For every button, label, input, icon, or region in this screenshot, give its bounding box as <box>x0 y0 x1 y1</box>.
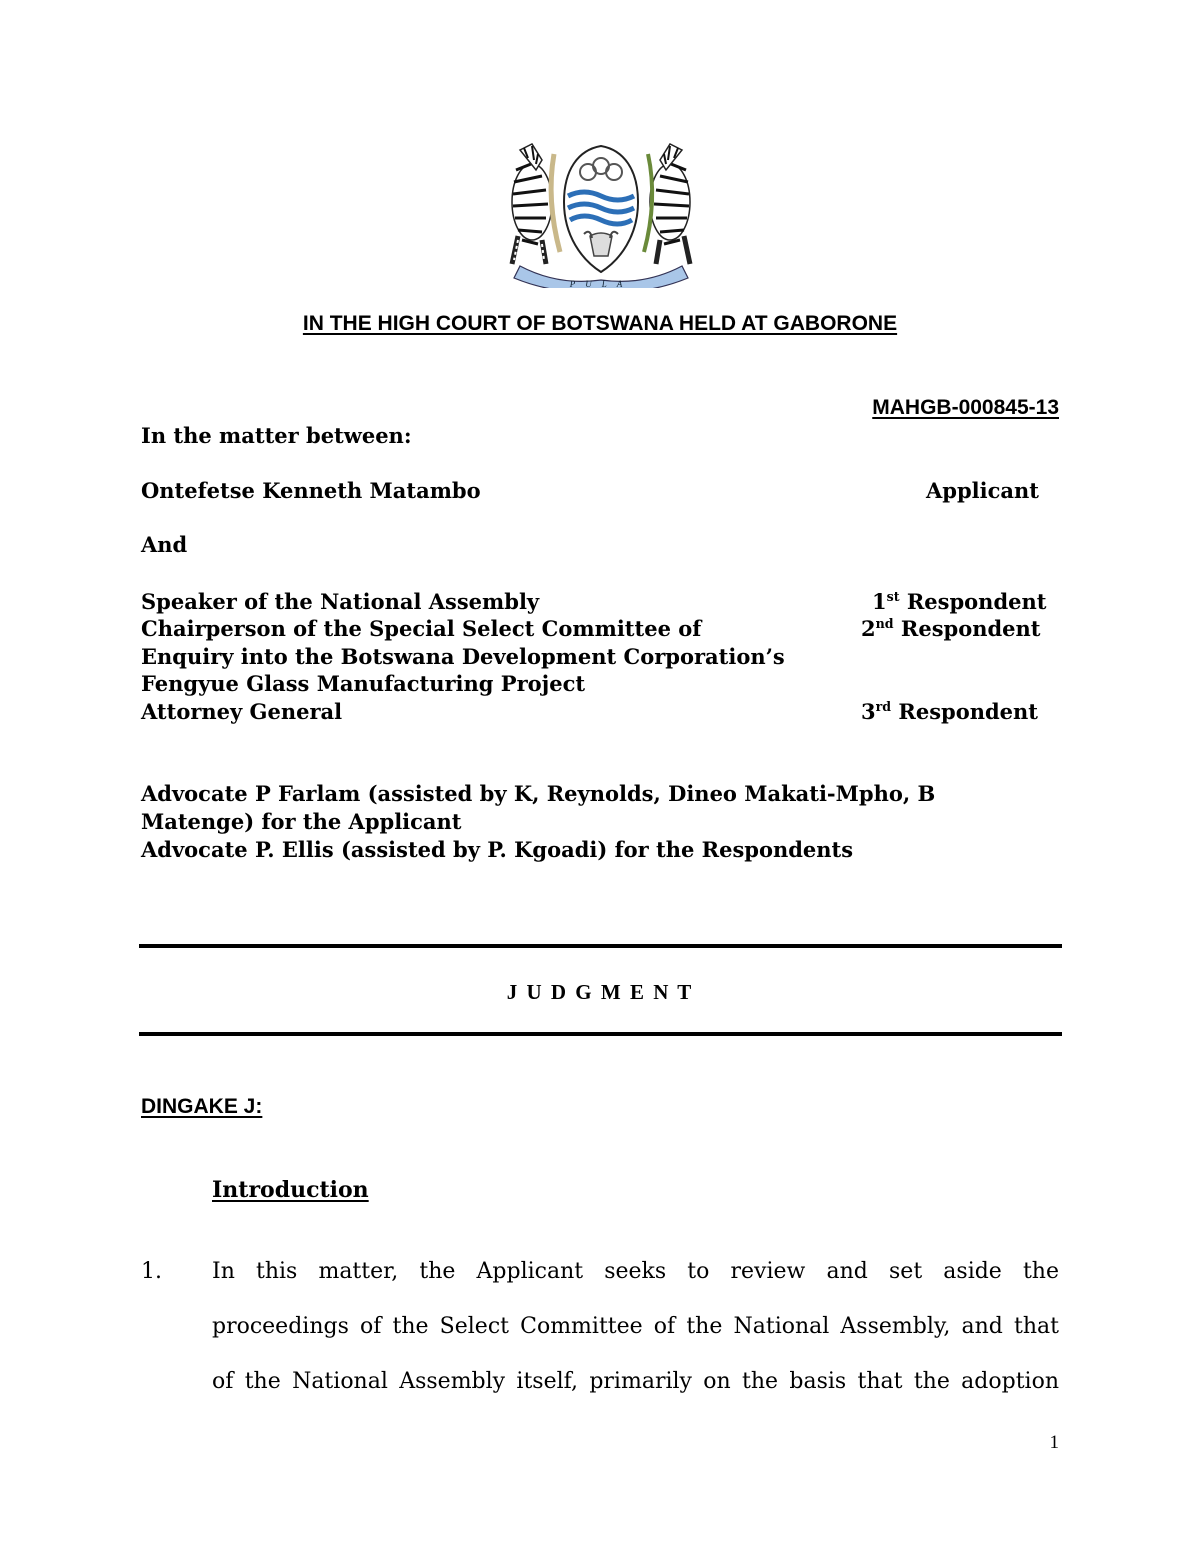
shield-icon <box>564 146 638 272</box>
respondent-3-name: Attorney General <box>141 699 343 724</box>
paragraph-line-2: proceedings of the Select Committee of the National Assembly, and that <box>212 1314 1059 1339</box>
respondent-3-role: 3rd Respondent <box>861 699 1038 724</box>
motto-text: PULA <box>569 279 633 288</box>
applicant-role: Applicant <box>926 478 1039 503</box>
respondent-1-name: Speaker of the National Assembly <box>141 589 540 614</box>
respondent-2-name-line-2: Enquiry into the Botswana Development Corporation’s <box>141 644 785 669</box>
left-zebra-icon <box>512 144 552 264</box>
judge-name: DINGAKE J: <box>141 1095 263 1118</box>
applicant-name: Ontefetse Kenneth Matambo <box>141 478 481 503</box>
page-number: 1 <box>1049 1432 1059 1453</box>
respondent-2-name-line-3: Fengyue Glass Manufacturing Project <box>141 671 586 696</box>
paragraph-number: 1. <box>141 1259 162 1284</box>
counsel-line-1: Advocate P Farlam (assisted by K, Reynolds, Dineo Makati-Mpho, B <box>141 781 936 806</box>
judgment-heading: J U D G M E N T <box>506 980 694 1004</box>
respondent-2-role: 2nd Respondent <box>861 616 1041 641</box>
and-label: And <box>141 532 188 557</box>
counsel-line-2: Matenge) for the Applicant <box>141 809 462 834</box>
counsel-line-3: Advocate P. Ellis (assisted by P. Kgoadi) for the Respondents <box>141 837 854 862</box>
top-divider <box>139 944 1062 948</box>
respondent-1-role: 1st Respondent <box>872 589 1047 614</box>
coat-of-arms-image <box>498 140 704 288</box>
matter-between-label: In the matter between: <box>141 423 412 448</box>
court-title: IN THE HIGH COURT OF BOTSWANA HELD AT GABORONE <box>302 312 898 335</box>
case-number: MAHGB-000845-13 <box>872 396 1059 419</box>
respondent-2-name-line-1: Chairperson of the Special Select Committee of <box>141 616 702 641</box>
paragraph-line-1: In this matter, the Applicant seeks to review and set aside the <box>212 1259 1059 1284</box>
bottom-divider <box>139 1032 1062 1036</box>
section-heading: Introduction <box>212 1177 369 1203</box>
paragraph-line-3: of the National Assembly itself, primarily on the basis that the adoption <box>212 1369 1059 1394</box>
right-zebra-icon <box>650 144 690 264</box>
